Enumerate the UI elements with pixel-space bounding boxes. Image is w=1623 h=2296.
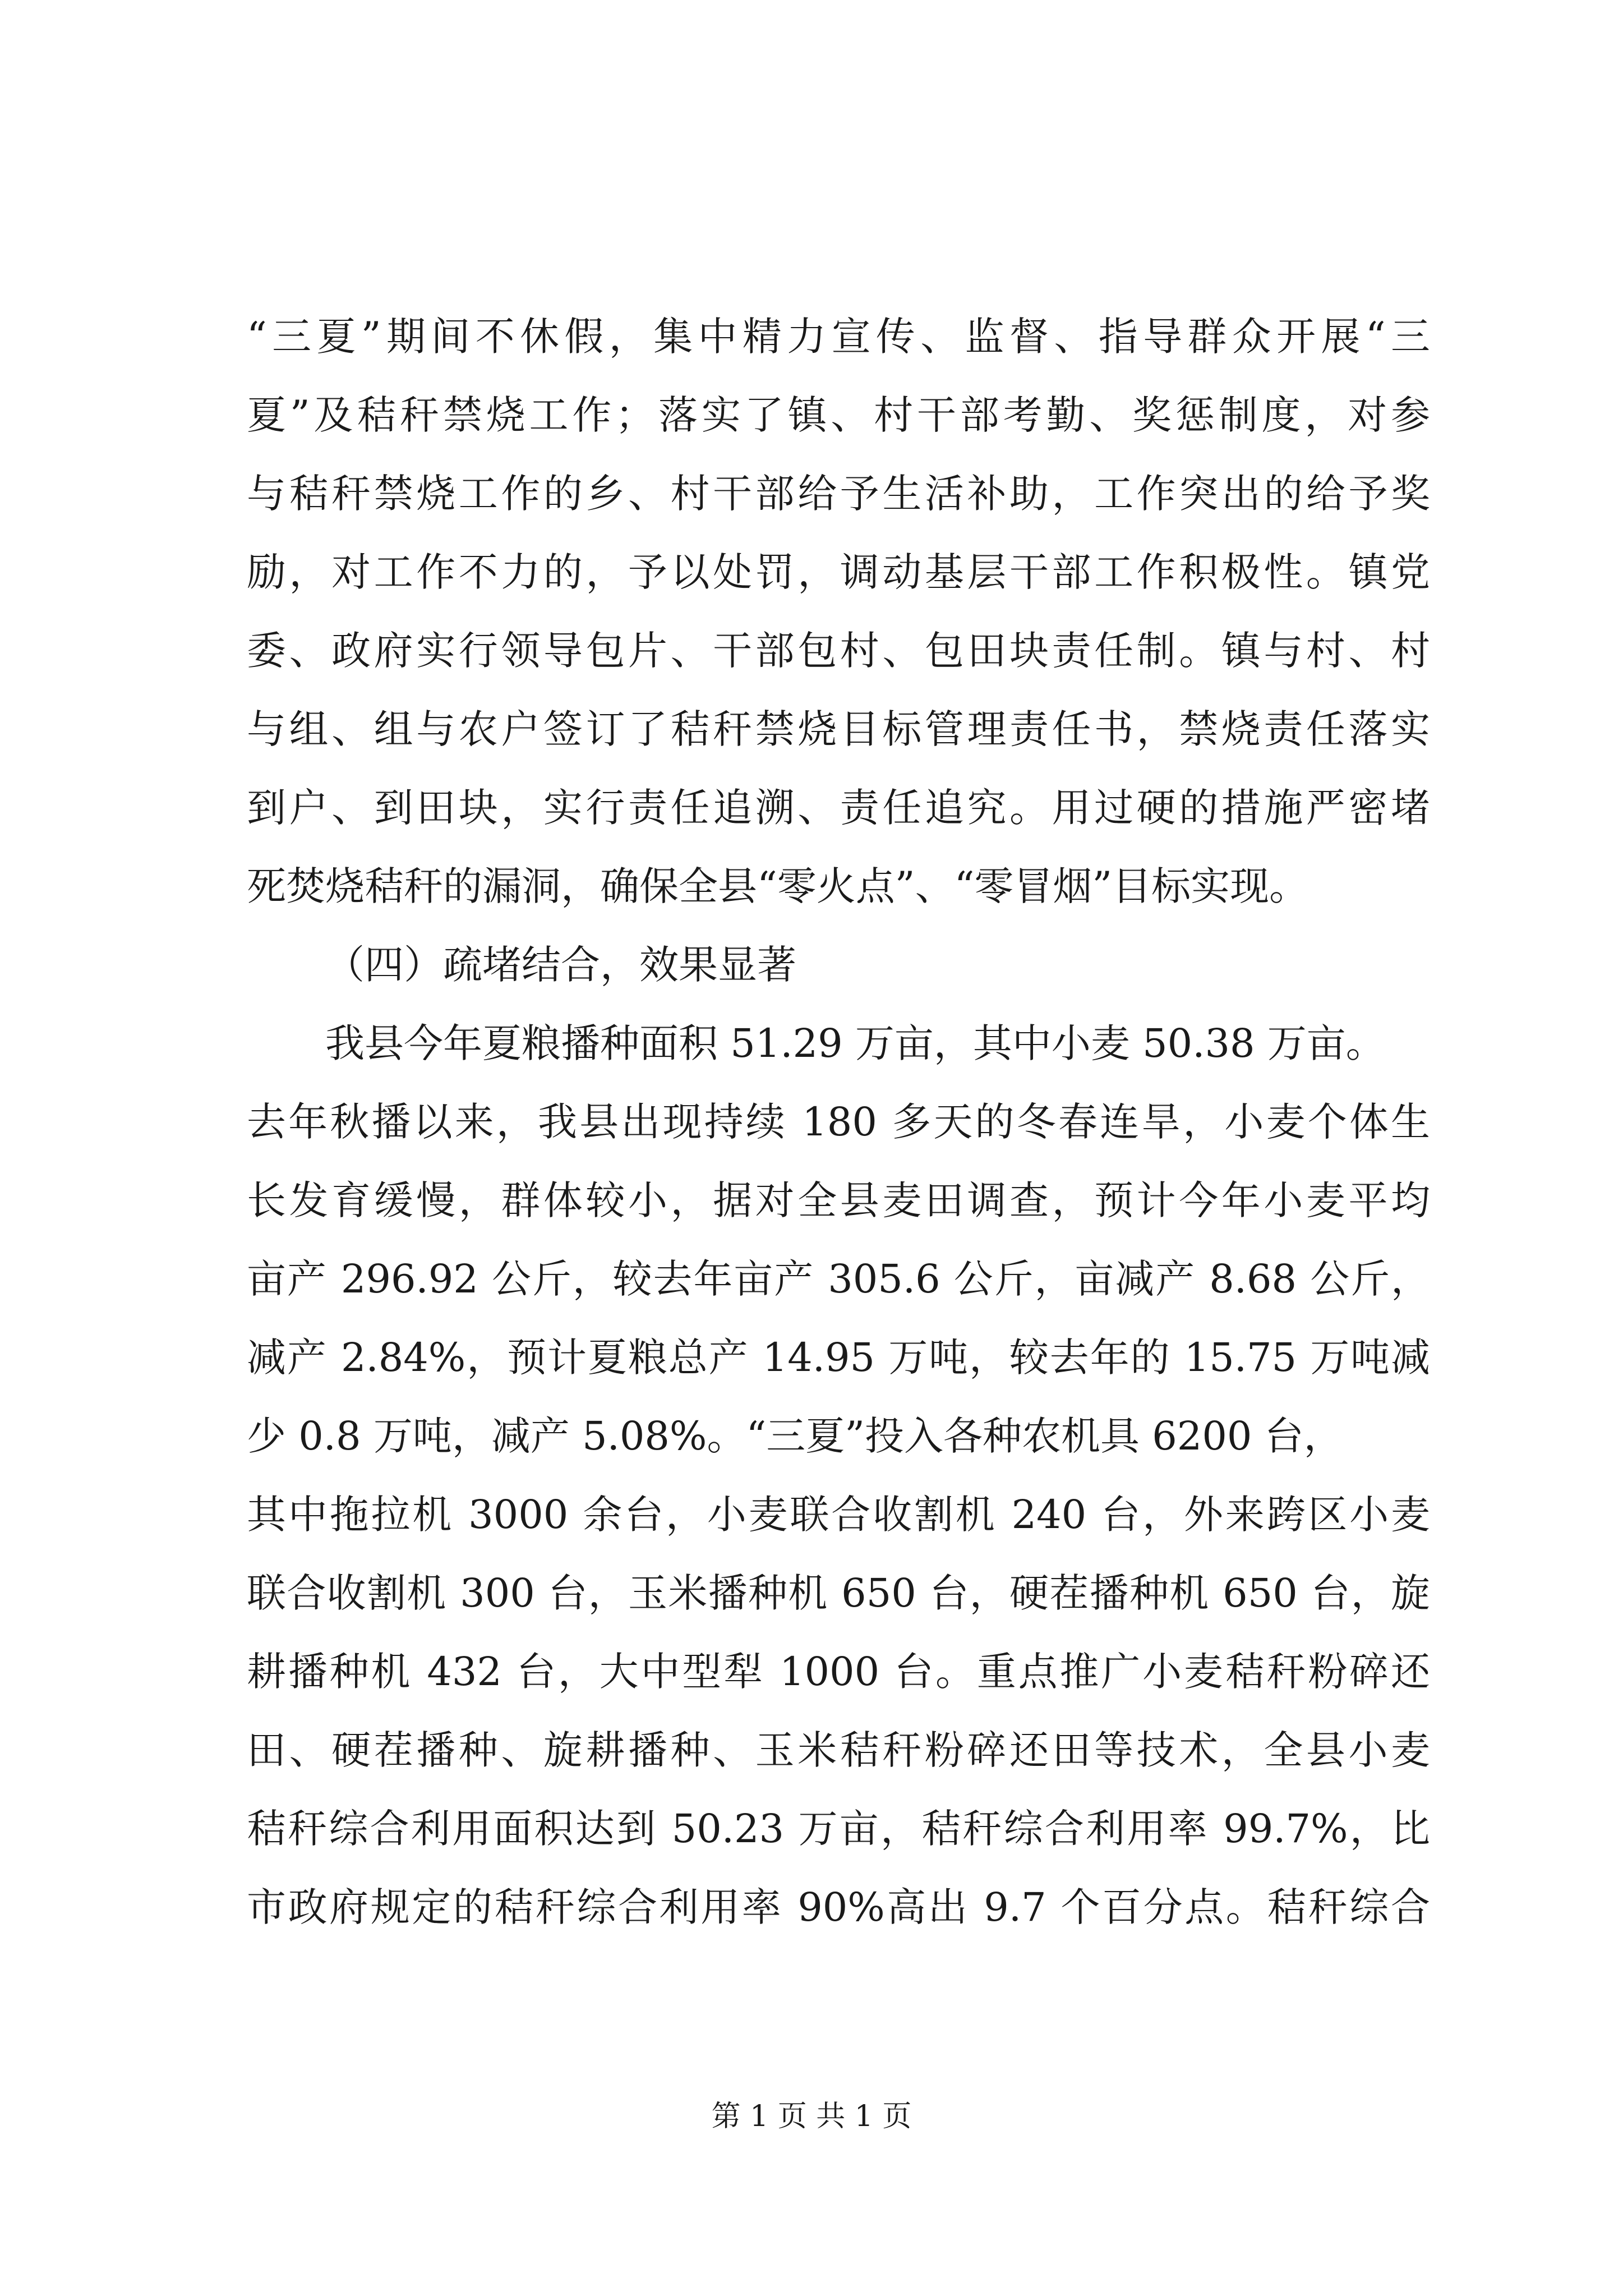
paragraph-line: 长发育缓慢，群体较小，据对全县麦田调查，预计今年小麦平均 [247, 1177, 1430, 1223]
paragraph-line: 委、政府实行领导包片、干部包村、包田块责任制。镇与村、村 [247, 628, 1430, 674]
paragraph-line: 与组、组与农户签订了秸秆禁烧目标管理责任书，禁烧责任落实 [247, 706, 1430, 752]
paragraph-line: 田、硬茬播种、旋耕播种、玉米秸秆粉碎还田等技术，全县小麦 [247, 1727, 1430, 1773]
paragraph-line: 死焚烧秸秆的漏洞，确保全县“零火点”、“零冒烟”目标实现。 [247, 863, 1309, 909]
paragraph-line: 亩产 296.92 公斤，较去年亩产 305.6 公斤，亩减产 8.68 公斤， [247, 1256, 1430, 1302]
section-heading: （四）疏堵结合，效果显著 [325, 942, 796, 988]
page-footer [0, 2097, 1623, 2136]
paragraph-line: 我县今年夏粮播种面积 51.29 万亩，其中小麦 50.38 万亩。 [325, 1020, 1385, 1066]
paragraph-line: 市政府规定的秸秆综合利用率 90%高出 9.7 个百分点。秸秆综合 [247, 1884, 1430, 1930]
paragraph-line: 耕播种机 432 台，大中型犁 1000 台。重点推广小麦秸秆粉碎还 [247, 1649, 1430, 1695]
paragraph-line: 夏”及秸秆禁烧工作；落实了镇、村干部考勤、奖惩制度，对参 [247, 392, 1430, 438]
paragraph-line: 少 0.8 万吨，减产 5.08%。“三夏”投入各种农机具 6200 台， [247, 1413, 1343, 1459]
document-body [247, 297, 1430, 1947]
paragraph-line: 到户、到田块，实行责任追溯、责任追究。用过硬的措施严密堵 [247, 785, 1430, 831]
page-number-label: 第 1 页 共 1 页 [711, 2100, 912, 2133]
paragraph-line: 减产 2.84%，预计夏粮总产 14.95 万吨，较去年的 15.75 万吨减 [247, 1335, 1430, 1381]
paragraph-line: “三夏”期间不休假，集中精力宣传、监督、指导群众开展“三 [247, 314, 1430, 360]
paragraph-line: 秸秆综合利用面积达到 50.23 万亩，秸秆综合利用率 99.7%，比 [247, 1806, 1430, 1852]
paragraph-line: 去年秋播以来，我县出现持续 180 多天的冬春连旱，小麦个体生 [247, 1099, 1430, 1145]
paragraph-line: 与秸秆禁烧工作的乡、村干部给予生活补助，工作突出的给予奖 [247, 471, 1430, 517]
paragraph-line: 联合收割机 300 台，玉米播种机 650 台，硬茬播种机 650 台，旋 [247, 1570, 1430, 1616]
paragraph-line: 其中拖拉机 3000 余台，小麦联合收割机 240 台，外来跨区小麦 [247, 1492, 1430, 1538]
paragraph-line: 励，对工作不力的，予以处罚，调动基层干部工作积极性。镇党 [247, 549, 1430, 595]
